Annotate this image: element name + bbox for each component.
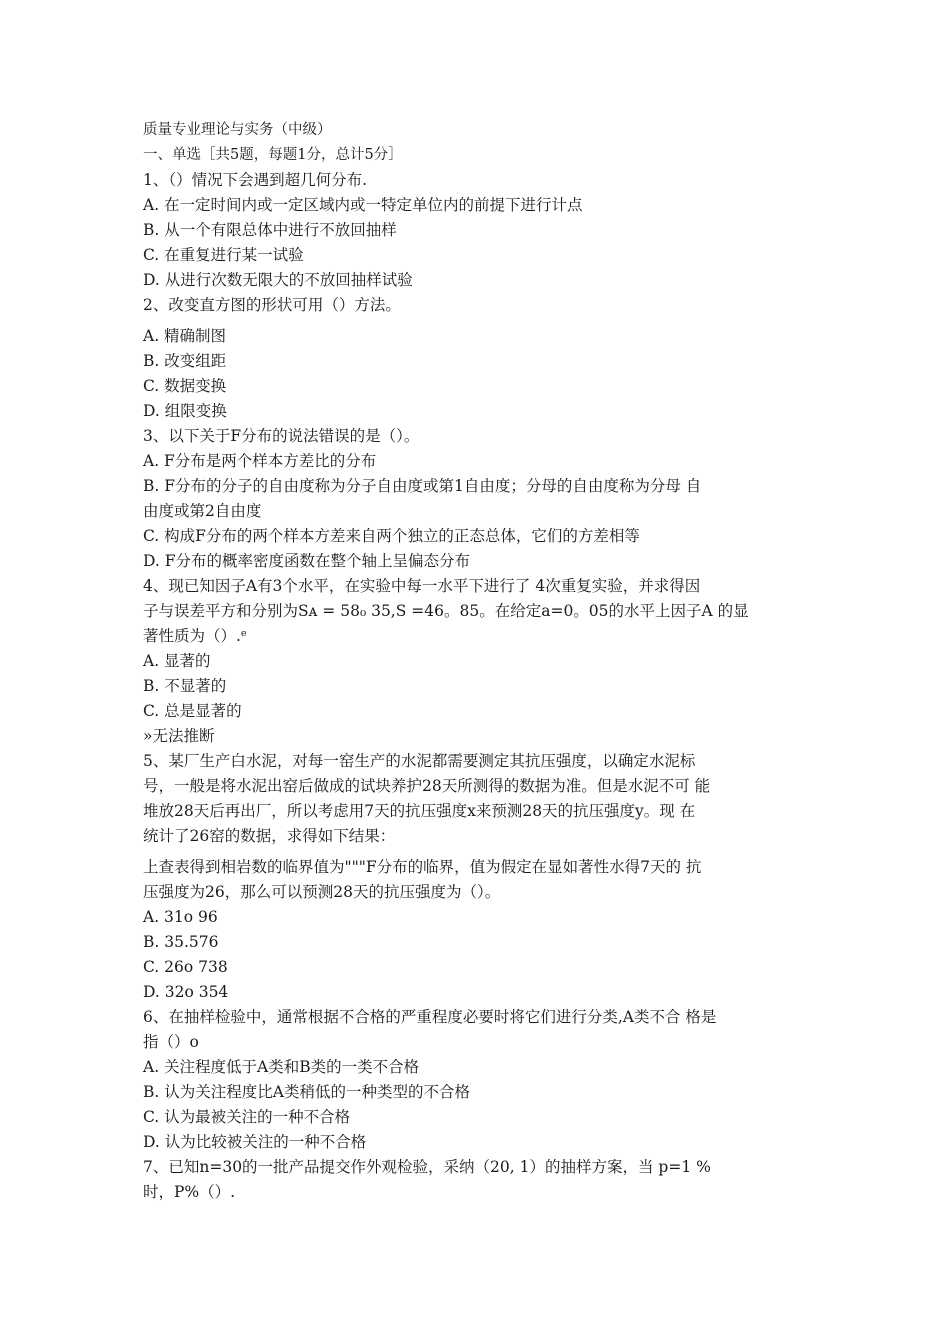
- section-heading: 一、单选［共5题，每题1分，总计5分］: [143, 147, 403, 163]
- question-2-option-c: C. 数据变换: [143, 377, 227, 395]
- question-6-stem-line2: 指（）o: [143, 1033, 199, 1051]
- question-6-stem-line1: 6、在抽样检验中，通常根据不合格的严重程度必要时将它们进行分类,A类不合 格是: [143, 1008, 717, 1026]
- question-7-stem-line2: 时，P%（）.: [143, 1183, 236, 1201]
- question-3-option-b-line1: B. F分布的分子的自由度称为分子自由度或第1自由度；分母的自由度称为分母 自: [143, 477, 702, 495]
- question-1-stem: 1、（）情况下会遇到超几何分布.: [143, 171, 368, 189]
- question-4-stem-line2: 子与误差平方和分别为Sᴀ = 58₀ 35,S =46。85。在给定a=0。05的水平上因子A 的显: [143, 602, 749, 620]
- question-4-option-b: B. 不显著的: [143, 677, 227, 695]
- question-3-option-a: A. F分布是两个样本方差比的分布: [143, 452, 377, 470]
- question-1-option-a: A. 在一定时间内或一定区域内或一特定单位内的前提下进行计点: [143, 196, 583, 214]
- question-6-option-a: A. 关注程度低于A类和B类的一类不合格: [143, 1058, 420, 1076]
- question-5-option-c: C. 26o 738: [143, 958, 228, 976]
- question-5-stem-line5: 上查表得到相岩数的临界值为"""F分布的临界，值为假定在显如著性水得7天的 抗: [143, 858, 702, 876]
- question-7-stem-line1: 7、已知n=30的一批产品提交作外观检验，采纳（20, 1）的抽样方案，当 p=1 %: [143, 1158, 711, 1176]
- question-4-option-a: A. 显著的: [143, 652, 211, 670]
- question-1-option-d: D. 从进行次数无限大的不放回抽样试验: [143, 271, 413, 289]
- question-4-stem-line3: 著性质为（）.ᵉ: [143, 627, 247, 645]
- question-2-option-b: B. 改变组距: [143, 352, 227, 370]
- document-page: [143, 118, 823, 1205]
- question-3-option-c: C. 构成F分布的两个样本方差来自两个独立的正态总体，它们的方差相等: [143, 527, 640, 545]
- question-4-option-c: C. 总是显著的: [143, 702, 242, 720]
- question-5-option-b: B. 35.576: [143, 933, 219, 951]
- question-3-stem: 3、以下关于F分布的说法错误的是（）。: [143, 427, 420, 445]
- question-3-option-d: D. F分布的概率密度函数在整个轴上呈偏态分布: [143, 552, 470, 570]
- question-2-stem: 2、改变直方图的形状可用（）方法。: [143, 296, 401, 314]
- question-4-option-d: »无法推断: [143, 727, 215, 745]
- doc-title: 质量专业理论与实务（中级）: [143, 122, 332, 138]
- question-3-option-b-line2: 由度或第2自由度: [143, 502, 262, 520]
- question-5-stem-line4: 统计了26窑的数据，求得如下结果：: [143, 827, 396, 845]
- question-1-option-c: C. 在重复进行某一试验: [143, 246, 304, 264]
- question-5-stem-line2: 号，一般是将水泥出窑后做成的试块养护28天所测得的数据为准。但是水泥不可 能: [143, 777, 711, 795]
- question-1-option-b: B. 从一个有限总体中进行不放回抽样: [143, 221, 397, 239]
- question-5-stem-line6: 压强度为26，那么可以预测28天的抗压强度为（）。: [143, 883, 501, 901]
- question-6-option-d: D. 认为比较被关注的一种不合格: [143, 1133, 367, 1151]
- question-2-option-d: D. 组限变换: [143, 402, 227, 420]
- question-6-option-c: C. 认为最被关注的一种不合格: [143, 1108, 351, 1126]
- question-5-stem-line1: 5、某厂生产白水泥，对每一窑生产的水泥都需要测定其抗压强度，以确定水泥标: [143, 752, 696, 770]
- question-5-stem-line3: 堆放28天后再出厂，所以考虑用7天的抗压强度x来预测28天的抗压强度y。现 在: [143, 802, 696, 820]
- question-6-option-b: B. 认为关注程度比A类稍低的一种类型的不合格: [143, 1083, 470, 1101]
- question-5-option-d: D. 32o 354: [143, 983, 229, 1001]
- question-5-option-a: A. 31o 96: [143, 908, 218, 926]
- question-4-stem-line1: 4、现已知因子A有3个水平，在实验中每一水平下进行了 4次重复实验，并求得因: [143, 577, 701, 595]
- question-2-option-a: A. 精确制图: [143, 327, 227, 345]
